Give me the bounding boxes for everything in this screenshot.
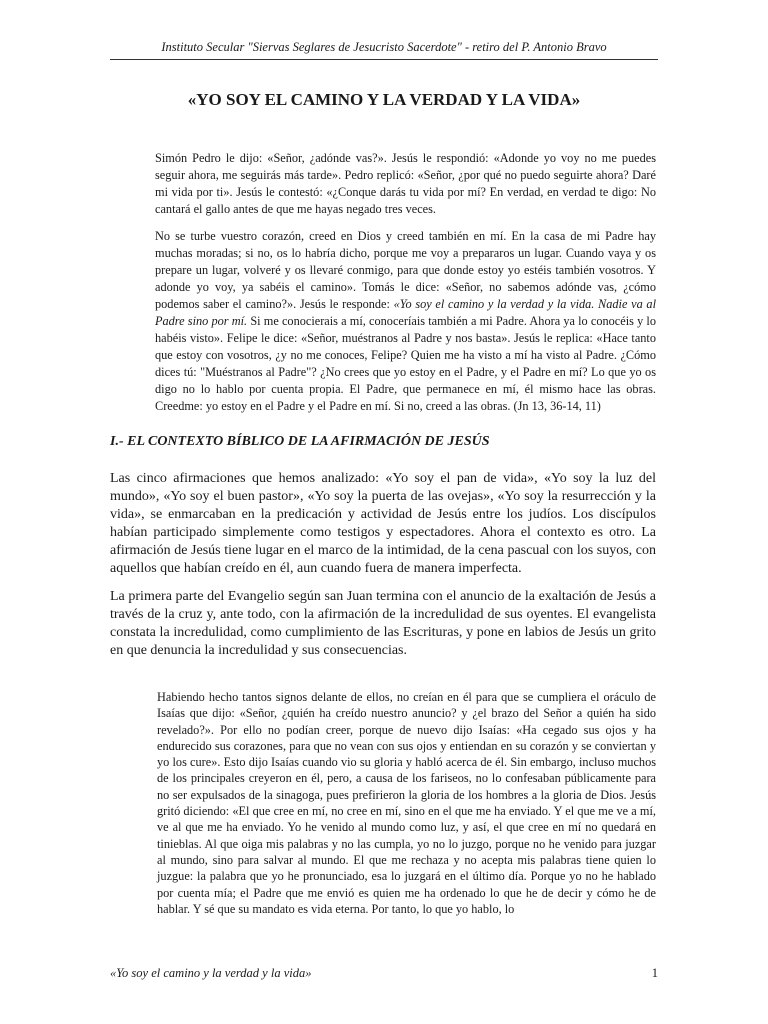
epigraph-italic-quote: «Yo soy el camino y la verdad y la vida. Nadie va al Padre sino por mí. bbox=[155, 297, 656, 328]
epigraph-text-a: No se turbe vuestro corazón, creed en Dios y creed también en mí. En la casa de mi Padre hay muchas moradas; si no, os lo habría dicho, porque me voy a prepararos un lugar. Cuando vaya y os prepare un lugar, volveré y os llevaré conmigo, para que donde estoy yo estéis también vosotros. Y adonde yo voy, ya sabéis el camino». Tomás le dice: «Señor, no sabemos adónde vas, ¿cómo podemos saber el camino?». Jesús le responde: bbox=[155, 229, 656, 311]
footer-title: «Yo soy el camino y la verdad y la vida» bbox=[110, 966, 312, 980]
epigraph-text-b: Si me conocierais a mí, conoceríais también a mi Padre. Ahora ya lo conocéis y lo habéis visto». Felipe le dice: «Señor, muéstranos al Padre y nos basta». Jesús le replica: «Hace tanto que estoy con vosotros, ¿y no me conoces, Felipe? Quien me ha visto a mí ha visto al Padre. ¿Cómo dices tú: "Muéstranos al Padre"? ¿No crees que yo estoy en el Padre, y el Padre en mí? Lo que yo os digo no lo hablo por cuenta propia. El Padre, que permanece en mí, él mismo hace las obras. Creedme: yo estoy en el Padre y el Padre en mí. Si no, creed a las obras. (Jn 13, 36-14, 11) bbox=[155, 314, 656, 413]
epigraph-paragraph-1: Simón Pedro le dijo: «Señor, ¿adónde vas?». Jesús le respondió: «Adonde yo voy no me puedes seguir ahora, me seguirás más tarde». Pedro replicó: «Señor, ¿por qué no puedo seguirte ahora? Daré mi vida por ti». Jesús le contestó: «¿Conque darás tu vida por mí? En verdad, en verdad te digo: No cantará el gallo antes de que me hayas negado tres veces. bbox=[155, 151, 656, 216]
page-number: 1 bbox=[651, 966, 658, 980]
body-paragraph-1: Las cinco afirmaciones que hemos analizado: «Yo soy el pan de vida», «Yo soy la luz del mundo», «Yo soy el buen pastor», «Yo soy la puerta de las ovejas», «Yo soy la resurrección y la vida», se enmarcaban en la predicación y actividad de Jesús entre los judíos. Los discípulos habían participado simplemente como testigos y espectadores. Ahora el contexto es otro. La afirmación de Jesús tiene lugar en el marco de la intimidad, de la cena pascual con los suyos, con aquellos que habían creído en él, aun cuando fuera de manera imperfecta. bbox=[110, 471, 656, 576]
body-text bbox=[110, 470, 656, 670]
epigraph-paragraph-2 bbox=[155, 228, 656, 415]
block-quote: Habiendo hecho tantos signos delante de ellos, no creían en él para que se cumpliera el oráculo de Isaías que dijo: «Señor, ¿quién ha creído nuestro anuncio? y ¿el brazo del Señor a quién ha sido revelado?». Por ello no podían creer, porque de nuevo dijo Isaías: «Ha cegado sus ojos y ha endurecido sus corazones, para que no vean con sus ojos y entiendan en su corazón y se conviertan y yo los cure». Esto dijo Isaías cuando vio su gloria y habló acerca de él. Sin embargo, incluso muchos de los principales creyeron en él, pero, a causa de los fariseos, no lo confesaban públicamente para no ser expulsados de la sinagoga, pues prefirieron la gloria de los hombres a la gloria de Dios. Jesús gritó diciendo: «El que cree en mí, no cree en mí, sino en el que me ha enviado. Y el que me ve a mí, ve al que me ha enviado. Yo he venido al mundo como luz, y así, el que cree en mí no quedará en tinieblas. Al que oiga mis palabras y no las cumpla, yo no lo juzgo, porque no he venido para juzgar al mundo, sino para salvar al mundo. El que me rechaza y no acepta mis palabras tiene quien lo juzgue: la palabra que yo he pronunciado, esa lo juzgará en el último día. Porque yo no he hablado por cuenta mía; el Padre que me envió es quien me ha ordenado lo que he de decir y cómo he de hablar. Y sé que su mandato es vida eterna. Por tanto, lo que yo hablo, lo bbox=[157, 690, 656, 916]
section-heading: I.- EL CONTEXTO BÍBLICO DE LA AFIRMACIÓN DE JESÚS bbox=[110, 434, 490, 449]
document-title: «YO SOY EL CAMINO Y LA VERDAD Y LA VIDA» bbox=[187, 90, 581, 109]
epigraph-quote bbox=[155, 150, 656, 425]
body-paragraph-2: La primera parte del Evangelio según san Juan termina con el anuncio de la exaltación de Jesús a través de la cruz y, ante todo, con la afirmación de la incredulidad de sus oyentes. El evangelista constata la incredulidad, como cumplimiento de las Escrituras, y pone en labios de Jesús un grito en que denuncia la incredulidad y sus consecuencias. bbox=[110, 589, 656, 658]
page-footer bbox=[110, 966, 658, 981]
running-header: Instituto Secular "Siervas Seglares de Jesucristo Sacerdote" - retiro del P. Antonio Bravo bbox=[110, 40, 658, 60]
